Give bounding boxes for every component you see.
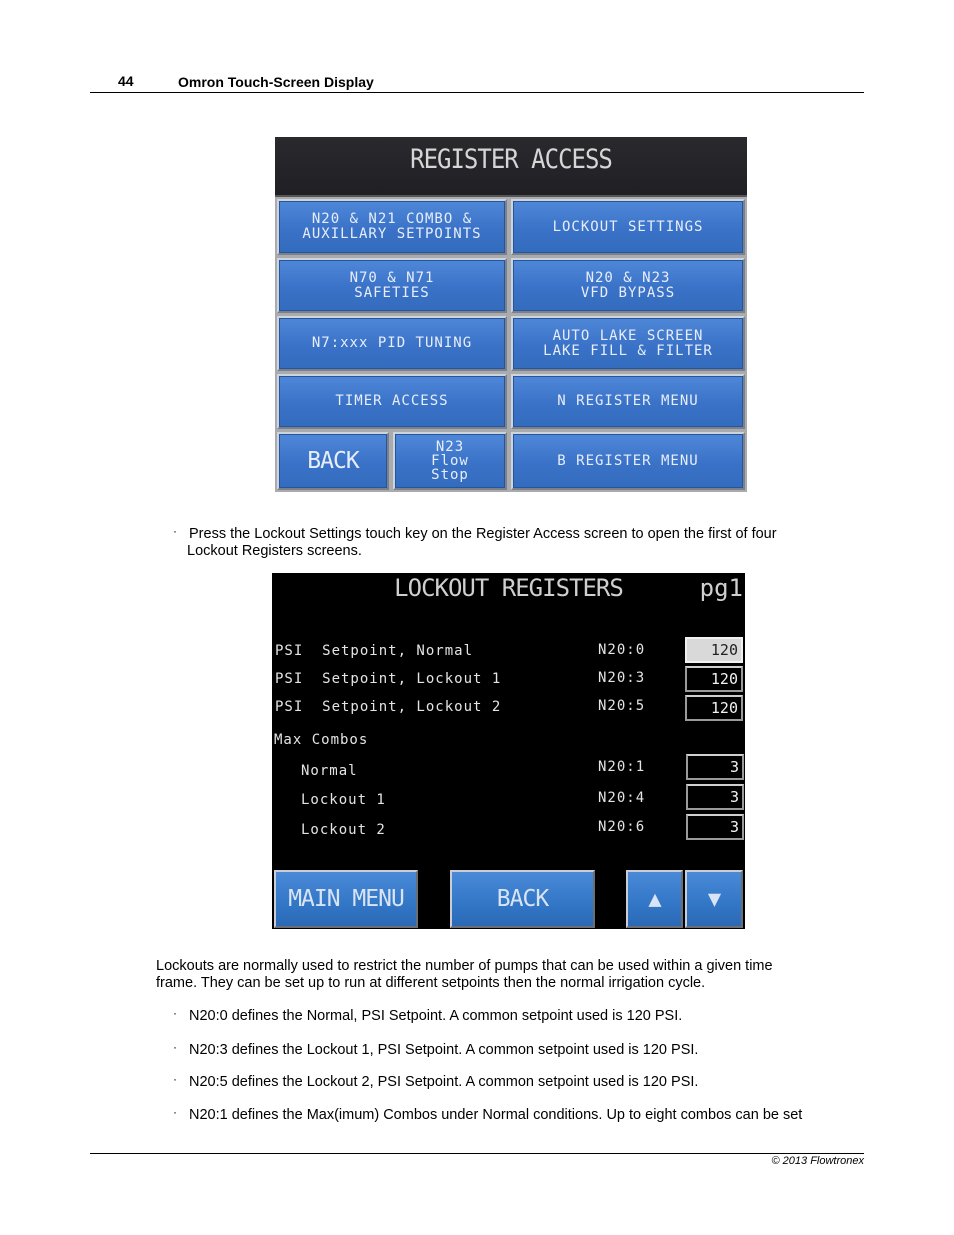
combo-lockout1-register: N20:4 <box>598 790 646 806</box>
header-title: Omron Touch-Screen Display <box>178 74 374 90</box>
arrow-down-icon: ▼ <box>707 886 721 912</box>
bullet-marker: · <box>173 1072 177 1086</box>
scroll-up-button[interactable] <box>626 870 683 928</box>
psi-normal-register: N20:0 <box>598 642 646 658</box>
bullet-marker: · <box>173 1006 177 1020</box>
b-register-menu-button[interactable]: B REGISTER MENU <box>511 432 745 490</box>
arrow-up-icon: ▲ <box>648 886 661 912</box>
paragraph-line-2: frame. They can be set up to run at different setpoints then the normal irrigation cycle. <box>156 975 706 991</box>
bullet-item: N20:3 defines the Lockout 1, PSI Setpoint. A common setpoint used is 120 PSI. <box>189 1042 699 1058</box>
auto-lake-screen-button[interactable]: AUTO LAKE SCREEN LAKE FILL & FILTER <box>511 316 745 371</box>
instruction-line-2: Lockout Registers screens. <box>187 543 362 559</box>
safeties-button[interactable]: N70 & N71 SAFETIES <box>277 258 507 313</box>
lockout-registers-screen <box>272 573 745 929</box>
back-button[interactable]: BACK <box>277 432 389 490</box>
vfd-bypass-button[interactable]: N20 & N23 VFD BYPASS <box>511 258 745 313</box>
combo-lockout1-value[interactable]: 3 <box>686 784 744 810</box>
max-combos-label: Max Combos <box>274 732 369 748</box>
back-button[interactable]: BACK <box>450 870 595 928</box>
psi-lockout2-label: PSI Setpoint, Lockout 2 <box>275 699 502 715</box>
psi-lockout1-value[interactable]: 120 <box>685 666 743 692</box>
main-menu-button[interactable]: MAIN MENU <box>274 870 418 928</box>
register-access-screen <box>275 137 747 492</box>
psi-lockout2-value[interactable]: 120 <box>685 695 743 721</box>
combo-lockout2-label: Lockout 2 <box>301 822 386 838</box>
bullet-item: N20:1 defines the Max(imum) Combos under Normal conditions. Up to eight combos can be set <box>189 1107 803 1123</box>
combo-lockout2-value[interactable]: 3 <box>686 814 744 840</box>
screen-title: LOCKOUT REGISTERS <box>394 574 623 602</box>
psi-lockout1-label: PSI Setpoint, Lockout 1 <box>275 671 502 687</box>
header-rule <box>90 92 864 93</box>
title-bar <box>275 137 747 197</box>
combo-normal-value[interactable]: 3 <box>686 754 744 780</box>
lockout-settings-button[interactable]: LOCKOUT SETTINGS <box>511 199 745 255</box>
combo-lockout2-register: N20:6 <box>598 819 646 835</box>
combo-normal-label: Normal <box>301 763 358 779</box>
page-number: 44 <box>118 73 134 89</box>
flow-stop-button[interactable]: N23 Flow Stop <box>393 432 507 490</box>
bullet-marker: · <box>173 1105 177 1119</box>
scroll-down-button[interactable] <box>685 870 743 928</box>
combo-lockout1-label: Lockout 1 <box>301 792 386 808</box>
footer-rule <box>90 1153 864 1154</box>
combo-normal-register: N20:1 <box>598 759 646 775</box>
footer-copyright: © 2013 Flowtronex <box>771 1155 864 1167</box>
psi-lockout1-register: N20:3 <box>598 670 646 686</box>
bullet-marker: · <box>173 1040 177 1054</box>
psi-normal-value[interactable]: 120 <box>685 637 743 663</box>
bullet-item: N20:5 defines the Lockout 2, PSI Setpoint. A common setpoint used is 120 PSI. <box>189 1074 699 1090</box>
psi-normal-label: PSI Setpoint, Normal <box>275 643 474 659</box>
pid-tuning-button[interactable]: N7:xxx PID TUNING <box>277 316 507 371</box>
instruction-line-1: Press the Lockout Settings touch key on the Register Access screen to open the first of four <box>189 526 777 542</box>
page-indicator: pg1 <box>699 574 743 602</box>
button-grid <box>275 197 747 492</box>
bullet-marker: · <box>173 524 177 538</box>
combo-auxiliary-setpoints-button[interactable]: N20 & N21 COMBO & AUXILLARY SETPOINTS <box>277 199 507 255</box>
timer-access-button[interactable]: TIMER ACCESS <box>277 374 507 429</box>
psi-lockout2-register: N20:5 <box>598 698 646 714</box>
bullet-item: N20:0 defines the Normal, PSI Setpoint. A common setpoint used is 120 PSI. <box>189 1008 683 1024</box>
paragraph-line-1: Lockouts are normally used to restrict the number of pumps that can be used within a given time <box>156 958 773 974</box>
n-register-menu-button[interactable]: N REGISTER MENU <box>511 374 745 429</box>
screen-title: REGISTER ACCESS <box>410 143 612 175</box>
